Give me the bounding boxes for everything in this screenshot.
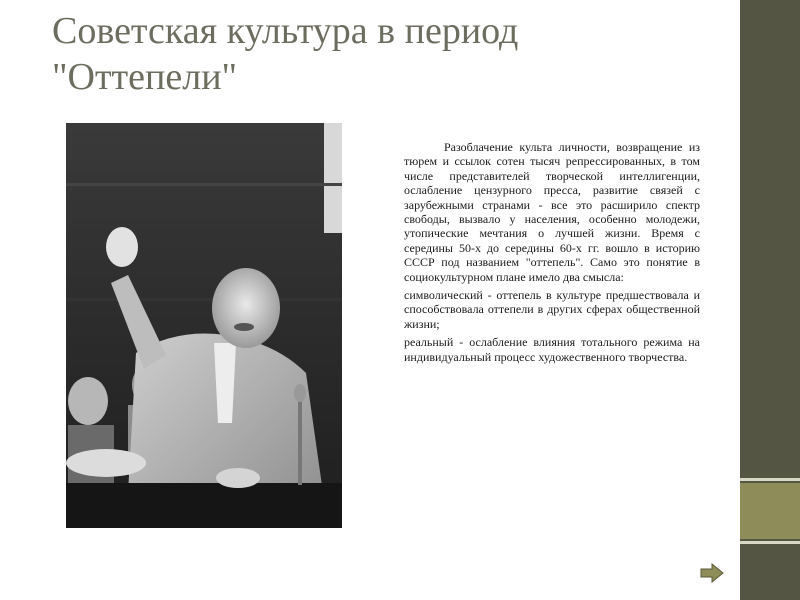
sidebar-divider-bottom: [740, 541, 800, 544]
body-paragraph-real: реальный - ослабление влияния тотального режима на индивидуальный процесс художественного творчества.: [404, 335, 700, 364]
slide-body: [404, 140, 700, 368]
slide-title-line-1: Советская культура в период: [52, 10, 519, 52]
slide-title-line-2: "Оттепели": [52, 56, 238, 98]
slide-title: [52, 8, 692, 100]
body-paragraph-intro: Разоблачение культа личности, возвращение из тюрем и ссылок сотен тысяч репрессированных, в том числе представителей творческой интеллигенции, ослабление цензурного пресса, развитие связей с зарубежными странами - все это расширило спектр свободы, вызвало у населения, особенно молодежи, утопические мечтания о лучшей жизни. Время с середины 50-х до середины 60-х гг. вошло в историю СССР под названием "оттепель". Само это понятие в социокультурном плане имело два смысла:: [404, 140, 700, 284]
photo-illustration: [66, 123, 342, 528]
body-paragraph-symbolic: символический - оттепель в культуре предшествовала и способствовала оттепели в других сферах общественной жизни;: [404, 288, 700, 331]
historical-photo: [66, 123, 342, 528]
next-slide-button[interactable]: [700, 563, 724, 583]
arrow-right-icon: [700, 563, 724, 583]
sidebar-divider-top: [740, 478, 800, 481]
sidebar-accent-block: [740, 483, 800, 539]
